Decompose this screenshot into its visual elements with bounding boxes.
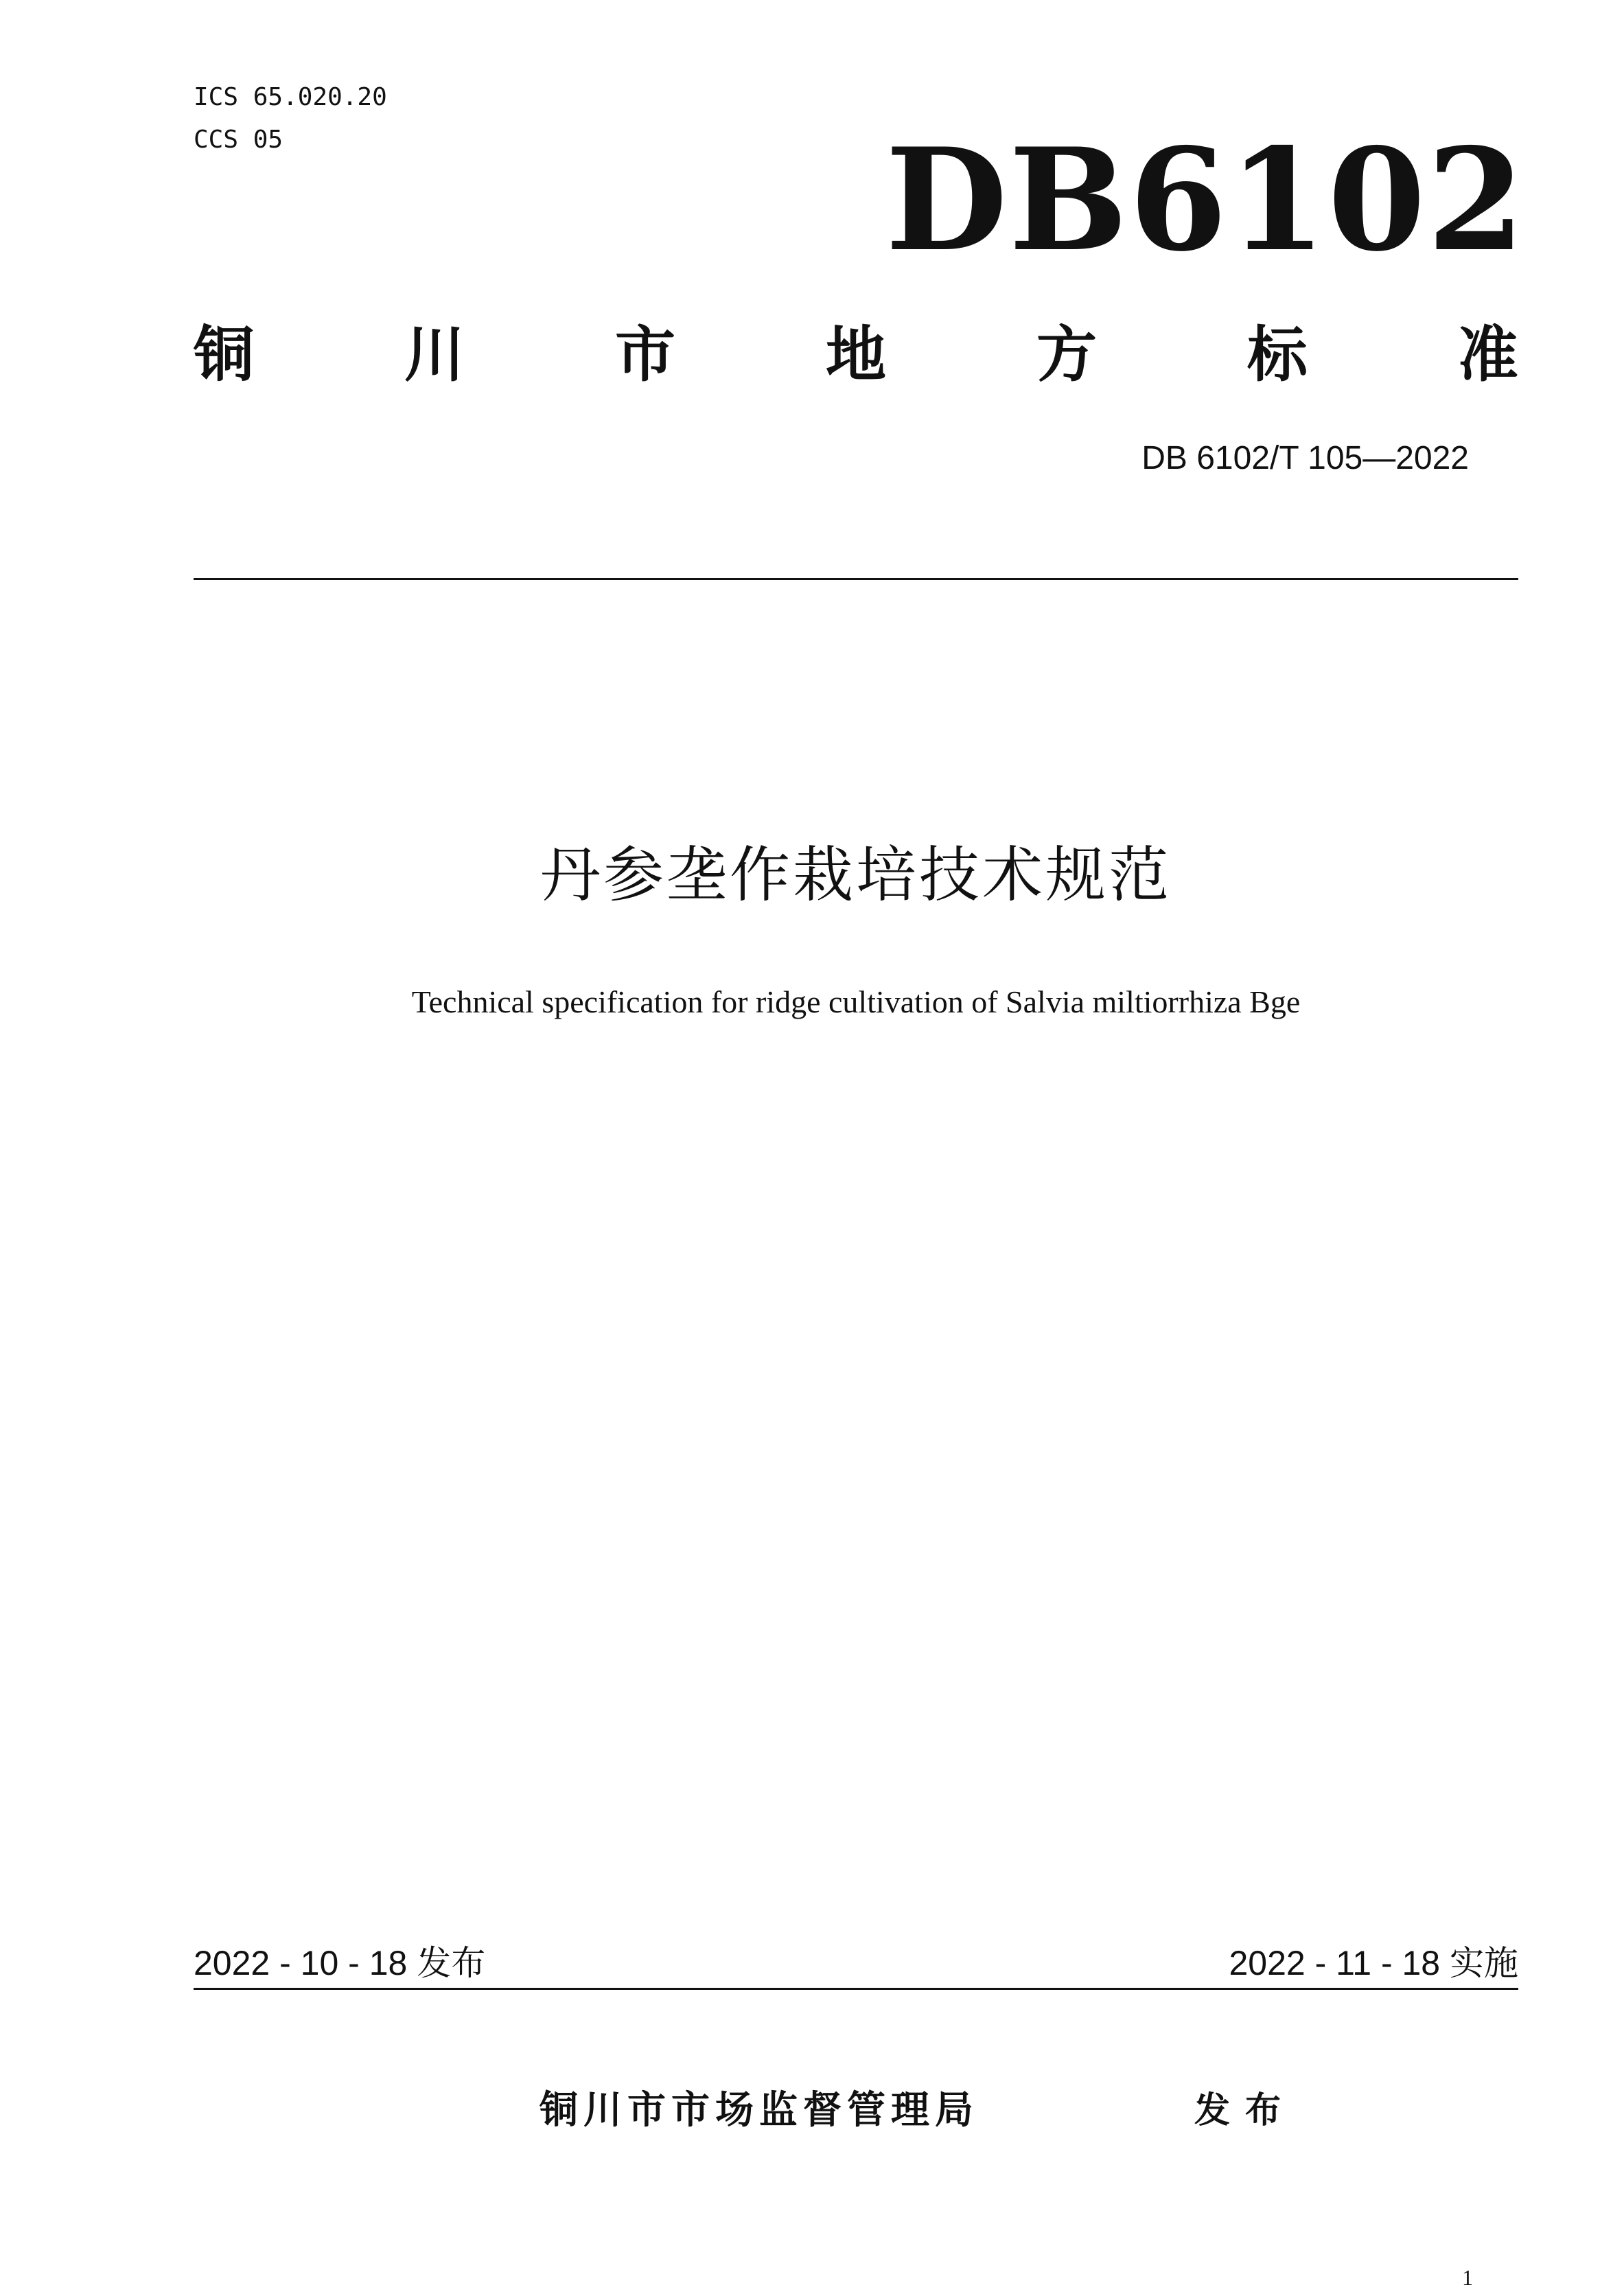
standard-type-char: 方 [1036, 319, 1097, 390]
issuing-authority: 铜川市市场监督管理局 [540, 2088, 979, 2133]
standard-type-char: 市 [614, 319, 675, 390]
standard-type-char: 铜 [194, 319, 255, 390]
bottom-divider [194, 1988, 1518, 1990]
standard-type-heading [194, 317, 1518, 393]
standard-number: DB 6102/T 105—2022 [1141, 440, 1469, 476]
issue-date: 2022 - 10 - 18 发布 [194, 1944, 486, 1982]
ics-code: ICS 65.020.20 [194, 83, 387, 111]
ccs-code: CCS 05 [194, 126, 283, 154]
standard-type-char: 地 [825, 319, 886, 390]
issue-label: 发布 [1194, 2090, 1297, 2131]
page-number: 1 [1462, 2265, 1473, 2290]
standard-type-char: 川 [404, 319, 465, 390]
standard-type-char: 准 [1457, 319, 1518, 390]
document-title-chinese: 丹参垄作栽培技术规范 [540, 839, 1172, 910]
document-title-english: Technical specification for ridge cultivation of Salvia miltiorrhiza Bge [411, 984, 1301, 1019]
top-divider [194, 578, 1518, 580]
standard-logo: DB6102 [885, 118, 1527, 283]
implementation-date: 2022 - 11 - 18 实施 [1229, 1944, 1518, 1982]
standard-type-char: 标 [1246, 319, 1308, 390]
